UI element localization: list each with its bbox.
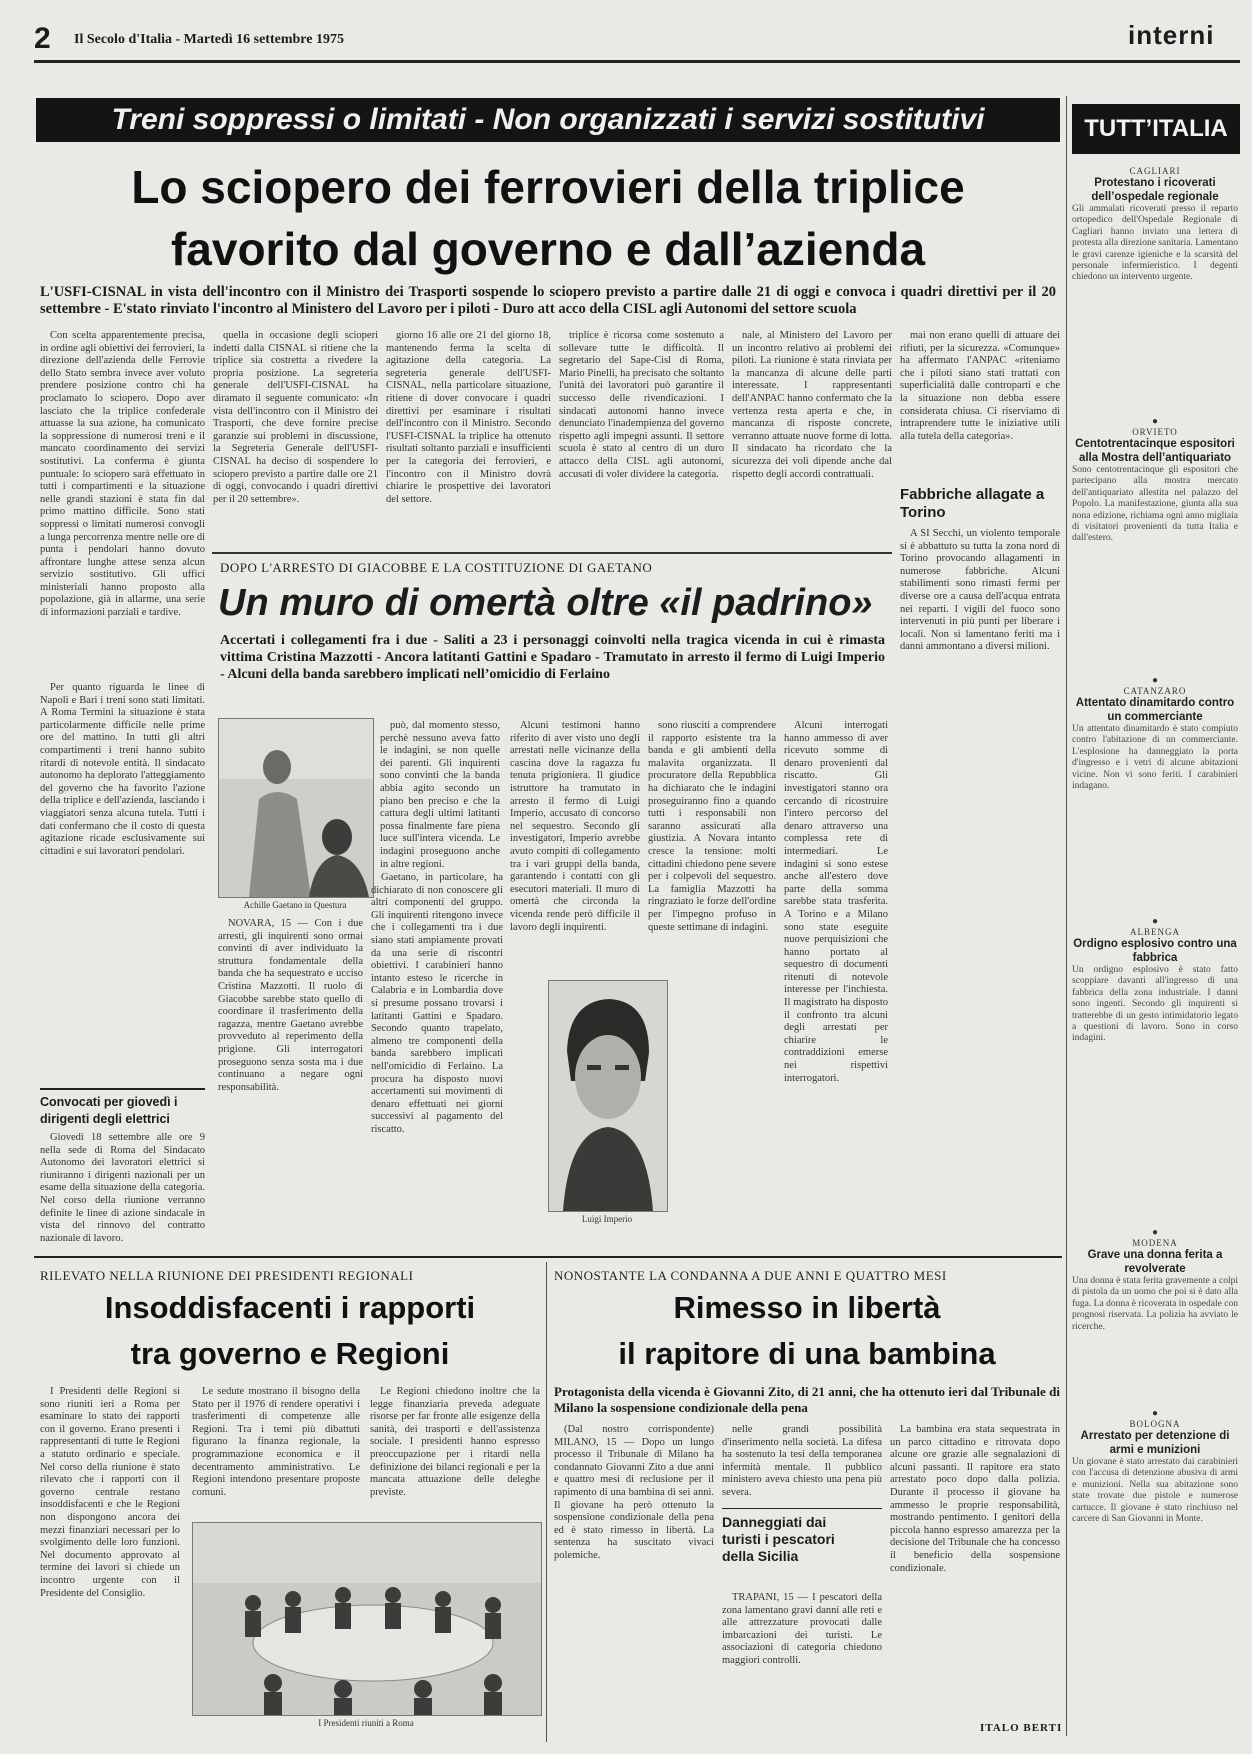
photo-presidenti-image bbox=[193, 1523, 541, 1715]
item-place: CATANZARO bbox=[1123, 686, 1187, 696]
tuttitalia-item bbox=[1072, 427, 1238, 675]
danneggiati-rule bbox=[722, 1508, 882, 1509]
item-place: BOLOGNA bbox=[1129, 1419, 1181, 1429]
main-col-4: triplice è ricorsa come sostenuto a sollevare tutte le difficoltà. Il segretario del Sape-Cisl di Roma, Mario Pinelli, ha precisato che soltanto l'unità dei lavoratori può garantire il successo delle rivendicazioni. I sindacati autonomi hanno invece denunciato l'inadempienza del governo rispetto agli impegni assunti. Il settore scuola è stato al centro di un duro attacco della CISL agli autonomi, accusati di voler dividere la categoria. bbox=[559, 330, 724, 480]
rimesso-headline-1: Rimesso in libertà bbox=[673, 1290, 941, 1325]
page-number: 2 bbox=[34, 22, 51, 55]
item-title: Ordigno esplosivo contro una fabbrica bbox=[1073, 938, 1237, 964]
rimesso-headline-2: il rapitore di una bambina bbox=[618, 1336, 996, 1371]
main-col-1: Con scelta apparentemente precisa, in ordine agli obiettivi dei ferrovieri, la direzione dell'azienda delle Ferrovie dello Stato sembra invece aver voluto prendere posizione contro chi ha proclamato lo sciopero. Dopo aver lasciato che la triplice confederale attuasse la sua azione, ha comunicato la soppressione di numerosi treni e il mancato coordinamento dei servizi sostitutivi. La conferma è giunta puntuale: lo sciopero sarà effettuato in tutti i compartimenti e la situazione nelle grandi stazioni è stata fin dal primo mattino difficile. Sono stati soppressi o limitati numerosi convogli a lunga percorrenza mentre nelle ore di punta i pendolari hanno dovuto affrontare lunghe attese senza alcun servizio sostitutivo. Gli uffici ministeriali hanno proposto alla popolazione, già in allarme, una serie di informazioni parziali e tardive. bbox=[40, 330, 205, 619]
item-title: Grave una donna ferita a revolverate bbox=[1087, 1249, 1223, 1275]
tuttitalia-item bbox=[1072, 166, 1238, 416]
main-headline-2: favorito dal governo e dall’azienda bbox=[170, 223, 926, 275]
regioni-col-3: Le Regioni chiedono inoltre che la legge finanziaria preveda adeguate risorse per far fronte alle esigenze della sanità, dei trasporti e dell'assistenza sociale. I presidenti hanno espresso preoccupazione per i ritardi nella definizione dei bilanci regionali e per la mancata attuazione delle deleghe previste. bbox=[370, 1386, 540, 1498]
item-place: CAGLIARI bbox=[1129, 166, 1181, 176]
photo-imperio-image bbox=[549, 981, 667, 1211]
rimesso-col-1: (Dal nostro corrispondente) MILANO, 15 — Dopo un lungo processo il Tribunale di Milano ha condannato Giovanni Zito a due anni e quattro mesi di reclusione per il rapimento di una bambina di sei anni. Il giovane ha però ottenuto la sospensione condizionale della pena ed è stato rimesso in libertà. La sentenza ha suscitato vivaci polemiche. bbox=[554, 1424, 714, 1561]
photo-imperio-caption: Luigi Imperio bbox=[581, 1214, 633, 1224]
padrino-col-2: Gaetano, in particolare, ha dichiarato di non conoscere gli altri componenti del gruppo. Gli inquirenti ritengono invece che i collegamenti tra i due siano stati ampiamente provati da una serie di riscontri obiettivi. I carabinieri hanno intanto esteso le ricerche in Calabria e in Lombardia dove si presume possano trovarsi i latitanti Gattini e Spadaro. Secondo quanto trapelato, almeno tre componenti della banda sarebbero implicati nell'omicidio di Ferlaino. La procura ha disposto nuovi accertamenti sui movimenti di denaro effettuati nei giorni successivi al pagamento del riscatto. bbox=[371, 872, 503, 1135]
sidebar-divider bbox=[1066, 96, 1067, 1736]
item-title: Attentato dinamitardo contro un commerciante bbox=[1075, 697, 1235, 723]
padrino-kicker: DOPO L'ARRESTO DI GIACOBBE E LA COSTITUZIONE DI GAETANO bbox=[220, 560, 653, 575]
photo-gaetano bbox=[218, 718, 374, 898]
header-rule bbox=[34, 60, 1240, 63]
regioni-kicker: RILEVATO NELLA RIUNIONE DEI PRESIDENTI REGIONALI bbox=[40, 1268, 414, 1283]
fabbriche-text: A SI Secchi, un violento temporale si è abbattuto su tutta la zona nord di Torino provocando allagamenti in numerose fabbriche. Alcuni stabilimenti sono rimasti fermi per diverse ore a causa dell'acqua entrata nei reparti. I vigili del fuoco sono intervenuti in più punti per liberare i locali. Non si lamentano feriti ma i danni ammontano a diversi milioni. bbox=[900, 528, 1060, 653]
bullet-separator: ● bbox=[1151, 1408, 1159, 1419]
tuttitalia-list bbox=[1072, 166, 1238, 1649]
regioni-col-1: I Presidenti delle Regioni si sono riuniti ieri a Roma per esaminare lo stato dei rapporti con il governo. Erano presenti i rappresentanti di tutte le Regioni a statuto ordinario e speciale. Nel corso della riunione è stato rilevato che i rapporti con il governo centrale restano insoddisfacenti e che le Regioni non dispongono ancora dei mezzi finanziari necessari per lo svolgimento delle loro funzioni. Nel documento approvato al termine dei lavori si chiede un incontro urgente con il Presidente del Consiglio. bbox=[40, 1386, 180, 1599]
regioni-col-2: Le sedute mostrano il bisogno della Stato per il 1976 di rendere operativi i trasferimenti di competenze alle Regioni. Tra i temi più dibattuti figurano la finanza regionale, la programmazione economica e il decentramento amministrativo. Le Regioni intendono presentare proposte comuni. bbox=[192, 1386, 360, 1498]
bullet-separator: ● bbox=[1151, 675, 1159, 686]
convocati-text: Giovedì 18 settembre alle ore 9 nella sede di Roma del Sindacato Autonomo dei lavoratori elettrici si riuniranno i dirigenti nazionali per un esame della situazione della categoria. Nel corso della riunione verranno definite le linee di azione sindacale in vista del rinnovo del contratto nazionale di lavoro. bbox=[40, 1132, 205, 1242]
bottom-section-rule bbox=[34, 1256, 1062, 1258]
main-summary: L'USFI-CISNAL in vista dell'incontro con il Ministro dei Trasporti sospende lo sciopero previsto a partire dalle 21 di oggi e convoca i quadri direttivi per il 20 settembre - E'stato rinviato l'incontro al Ministero del Lavoro per i piloti - Duro att acco della CISL agli Autonomi del settore scuola bbox=[40, 284, 1056, 317]
padrino-col-1b: NOVARA, 15 — Con i due arresti, gli inquirenti sono ormai convinti di aver individuato la struttura fondamentale della banda che ha sequestrato e ucciso Cristina Mazzotti. Il ruolo di Giacobbe sarebbe stato quello di coordinare il trasferimento della ragazza, mentre Gaetano avrebbe provveduto al reperimento della prigione. Gli interrogatori proseguono senza sosta ma i due continuano a negare ogni responsabilità. bbox=[218, 918, 363, 1093]
bullet-separator: ● bbox=[1151, 416, 1159, 427]
rimesso-col-2: nelle grandi possibilità d'inserimento nella società. La difesa ha sostenuto la tesi della temporanea infermità mentale. Il pubblico ministero aveva chiesto una pena più severa. bbox=[722, 1424, 882, 1498]
convocati-rule bbox=[40, 1088, 205, 1090]
item-place: ALBENGA bbox=[1130, 927, 1180, 937]
item-text: Un attentato dinamitardo è stato compiuto contro l'abitazione di un commerciante. L'esplosione ha danneggiato la porta d'ingresso e i vetri di alcune abitazioni vicine. Non vi sono feriti. I carabinieri indagano. bbox=[1072, 724, 1238, 792]
padrino-summary: Accertati i collegamenti fra i due - Saliti a 23 i personaggi coinvolti nella tragica vicenda in cui è rimasta vittima Cristina Mazzotti - Ancora latitanti Gattini e Spadaro - Tramutato in arresto il fermo di Luigi Imperio - Alcuni della banda sarebbero implicati nell’omicidio di Ferlaino bbox=[220, 633, 885, 682]
padrino-col-5: Alcuni interrogati hanno ammesso di aver ricevuto somme di denaro provenienti dal riscatto. Gli investigatori stanno ora cercando di ricostruire l'intero percorso del denaro attraverso una complessa rete di intermediari. Le indagini si sono estese anche all'estero dove parte della somma sarebbe stata trasferita. A Torino e a Milano sono state eseguite nuove perquisizioni che hanno portato al sequestro di documenti ritenuti di notevole interesse per l'inchiesta. Il magistrato ha disposto il confronto tra alcuni degli arrestati per chiarire le contraddizioni emerse nei rispettivi interrogatori. bbox=[784, 720, 888, 1084]
bullet-separator: ● bbox=[1151, 916, 1159, 927]
padrino-col-3: Alcuni testimoni hanno riferito di aver visto uno degli arrestati nelle vicinanze della cascina dove la ragazza fu tenuta prigioniera. Il giudice istruttore ha tramutato in arresto il fermo di Luigi Imperio, accusato di concorso nel sequestro. Secondo gli investigatori, Imperio avrebbe avuto compiti di collegamento tra i vari gruppi della banda, garantendo i contatti con gli esecutori materiali. Il muro di omertà che circonda la vicenda rende però difficile il lavoro degli inquirenti. bbox=[510, 720, 640, 933]
photo-gaetano-image bbox=[219, 719, 373, 897]
item-text: Gli ammalati ricoverati presso il reparto ortopedico dell'Ospedale Regionale di Cagliari hanno inviato una lettera di protesta alla direzione sanitaria. Lamentano le gravi carenze igieniche e la scarsità del personale infermieristico. I degenti chiedono un intervento urgente. bbox=[1072, 204, 1238, 283]
rimesso-col-3: La bambina era stata sequestrata in un parco cittadino e ritrovata dopo alcune ore grazie alle segnalazioni di alcuni passanti. Il rapitore era stato arrestato poco dopo dalla polizia. Durante il processo il giovane ha ammesso le proprie responsabilità, mostrando pentimento. I genitori della piccola hanno espresso amarezza per la decisione del Tribunale che ha concesso il beneficio della sospensione condizionale. bbox=[890, 1424, 1060, 1574]
item-title: Protestano i ricoverati dell’ospedale regionale bbox=[1091, 177, 1219, 203]
item-text: Una donna è stata ferita gravemente a colpi di pistola da un uomo che poi si è dato alla fuga. La donna è ricoverata in ospedale con prognosi riservata. La polizia ha avviato le ricerche. bbox=[1072, 1276, 1238, 1332]
main-col-5: nale, al Ministero del Lavoro per un incontro relativo ai problemi dei piloti. La riunione è stata rinviata per la mancanza di alcune delle parti interessate. I rappresentanti dell'ANPAC hanno confermato che la vertenza resta aperta e che, in mancanza di risposte concrete, verranno attuate nuove forme di lotta. Il sindacato ha ricordato che la sicurezza dei voli dipende anche dal rispetto degli accordi contrattuali. bbox=[732, 330, 892, 480]
rimesso-kicker: NONOSTANTE LA CONDANNA A DUE ANNI E QUATTRO MESI bbox=[554, 1268, 947, 1283]
convocati-title: Convocati per giovedì i dirigenti degli elettrici bbox=[40, 1095, 178, 1126]
fabbriche-title: Fabbriche allagate a Torino bbox=[900, 486, 1045, 521]
tuttitalia-title: TUTT’ITALIA bbox=[1072, 104, 1240, 154]
regioni-headline-2: tra governo e Regioni bbox=[130, 1336, 450, 1371]
item-title: Arrestato per detenzione di armi e munizioni bbox=[1080, 1430, 1230, 1456]
tuttitalia-item bbox=[1072, 1238, 1238, 1408]
danneggiati-text: TRAPANI, 15 — I pescatori della zona lamentano gravi danni alle reti e alle attrezzature provocati dalle imbarcazioni dei turisti. Le associazioni di categoria chiedono maggiori controlli. bbox=[722, 1592, 882, 1666]
main-headline-1: Lo sciopero dei ferrovieri della triplice bbox=[131, 161, 965, 213]
danneggiati-title: Danneggiati dai turisti i pescatori della Sicilia bbox=[722, 1514, 835, 1564]
main-col-3: giorno 16 alle ore 21 del giorno 18, mantenendo ferma la scelta di agitazione della categoria. La segreteria generale dell'USFI-CISNAL, nella particolare situazione, ritiene di dover convocare i quadri direttivi per esaminare i risultati dell'incontro con il Ministro. Secondo l'USFI-CISNAL la triplice ha ottenuto risultati soltanto parziali e insufficienti per la categoria dei ferrovieri, e l'incontro con il Ministro dovrà chiarire le prospettive dei lavoratori del settore. bbox=[386, 330, 551, 505]
photo-imperio bbox=[548, 980, 668, 1212]
rimesso-signature: ITALO BERTI bbox=[980, 1722, 1063, 1734]
section-label: interni bbox=[1128, 20, 1215, 50]
rimesso-summary: Protagonista della vicenda è Giovanni Zito, di 21 anni, che ha ottenuto ieri dal Tribunale di Milano la sospensione condizionale della pena bbox=[554, 1384, 1060, 1415]
main-col-6: mai non erano quelli di attuare dei rifiuti, per la sicurezza. «Comunque» ha affermato l'ANPAC «riteniamo che i piloti siano stati trattati con superficialità dalle controparti e che la situazione non debba essere considerata chiusa. Ci riserviamo di intraprendere tutte le iniziative utili alla tutela della categoria». bbox=[900, 330, 1060, 442]
tuttitalia-item bbox=[1072, 927, 1238, 1227]
bullet-separator: ● bbox=[1151, 1227, 1159, 1238]
top-band: Treni soppressi o limitati - Non organizzati i servizi sostitutivi bbox=[36, 98, 1060, 142]
bottom-column-rule bbox=[546, 1262, 547, 1742]
photo-presidenti bbox=[192, 1522, 542, 1716]
padrino-col-4: sono riusciti a comprendere il rapporto esistente tra la banda e gli ambienti della malavita organizzata. Il procuratore della Repubblica ha dichiarato che le indagini proseguiranno fino a quando tutti i responsabili non saranno assicurati alla giustizia. A Novara intanto cresce la tensione: molti cittadini chiedono pene severe per i colpevoli del sequestro. La famiglia Mazzotti ha ringraziato le forze dell'ordine per l'impegno profuso in queste settimane di indagini. bbox=[648, 720, 776, 933]
item-text: Un ordigno esplosivo è stato fatto scoppiare davanti all'ingresso di una fabbrica della zona industriale. I danni sono ingenti. Secondo gli inquirenti si tratterebbe di un gesto intimidatorio legato a questioni di lavoro. Sono in corso indagini. bbox=[1072, 965, 1238, 1044]
item-text: Un giovane è stato arrestato dai carabinieri con l'accusa di detenzione abusiva di armi e munizioni. Nella sua abitazione sono state trovate due pistole e numerose cartucce. Il giovane è stato rinchiuso nel carcere di San Giovanni in Monte. bbox=[1072, 1457, 1238, 1525]
photo-presidenti-caption: I Presidenti riuniti a Roma bbox=[318, 1718, 414, 1728]
tuttitalia-item bbox=[1072, 1419, 1238, 1649]
item-text: Sono centotrentacinque gli espositori che partecipano alla mostra mercato dell'antiquariato allestita nel palazzo del Popolo. La manifestazione, giunta alla sua nona edizione, richiama ogni anno migliaia di visitatori provenienti da tutta Italia e dall'estero. bbox=[1072, 465, 1238, 544]
item-place: MODENA bbox=[1132, 1238, 1178, 1248]
regioni-headline-1: Insoddisfacenti i rapporti bbox=[104, 1290, 476, 1325]
main-col-1b: Per quanto riguarda le linee di Napoli e Bari i treni sono stati limitati. A Roma Termini la situazione è stata particolarmente difficile nelle prime ore del mattino. In tutti gli altri compartimenti i treni hanno subito ritardi di notevole entità. Il sindacato autonomo ha deplorato l'atteggiamento del governo che ha favorito l'azione della triplice e dell'azienda, lasciando i viaggiatori senza alcuna tutela. Tutti i dati confermano che il costo di questa agitazione ricade esclusivamente sui cittadini e sui lavoratori pendolari. bbox=[40, 682, 205, 857]
padrino-headline: Un muro di omertà oltre «il padrino» bbox=[218, 582, 873, 624]
main-col-2: quella in occasione degli scioperi indetti dalla CISNAL si ritiene che la triplice sia costretta a rivedere la propria posizione. La segreteria generale dell'USFI-CISNAL ha diramato il seguente comunicato: «In vista dell'incontro con il Ministro dei Trasporti, che deve fornire precise garanzie sui problemi in discussione, la Segreteria Generale dell'USFI-CISNAL ha deciso di sospendere lo sciopero previsto a partire dalle ore 21 di oggi, convocando i quadri direttivi per il 20 settembre». bbox=[213, 330, 378, 505]
photo-gaetano-caption: Achille Gaetano in Questura bbox=[243, 900, 347, 910]
item-place: ORVIETO bbox=[1132, 427, 1178, 437]
padrino-col-1: può, dal momento stesso, perchè nessuno aveva fatto le indagini, se non quelle dei parenti. Gli inquirenti sono convinti che la banda abbia agito secondo un piano ben preciso e che la cattura degli ultimi latitanti possa finalmente fare piena luce sull'intera vicenda. Le indagini proseguono anche in altre regioni. bbox=[380, 720, 500, 870]
masthead: Il Secolo d'Italia - Martedì 16 settembre 1975 bbox=[74, 32, 344, 47]
tuttitalia-item bbox=[1072, 686, 1238, 916]
item-title: Centotrentacinque espositori alla Mostra dell’antiquariato bbox=[1075, 438, 1235, 464]
